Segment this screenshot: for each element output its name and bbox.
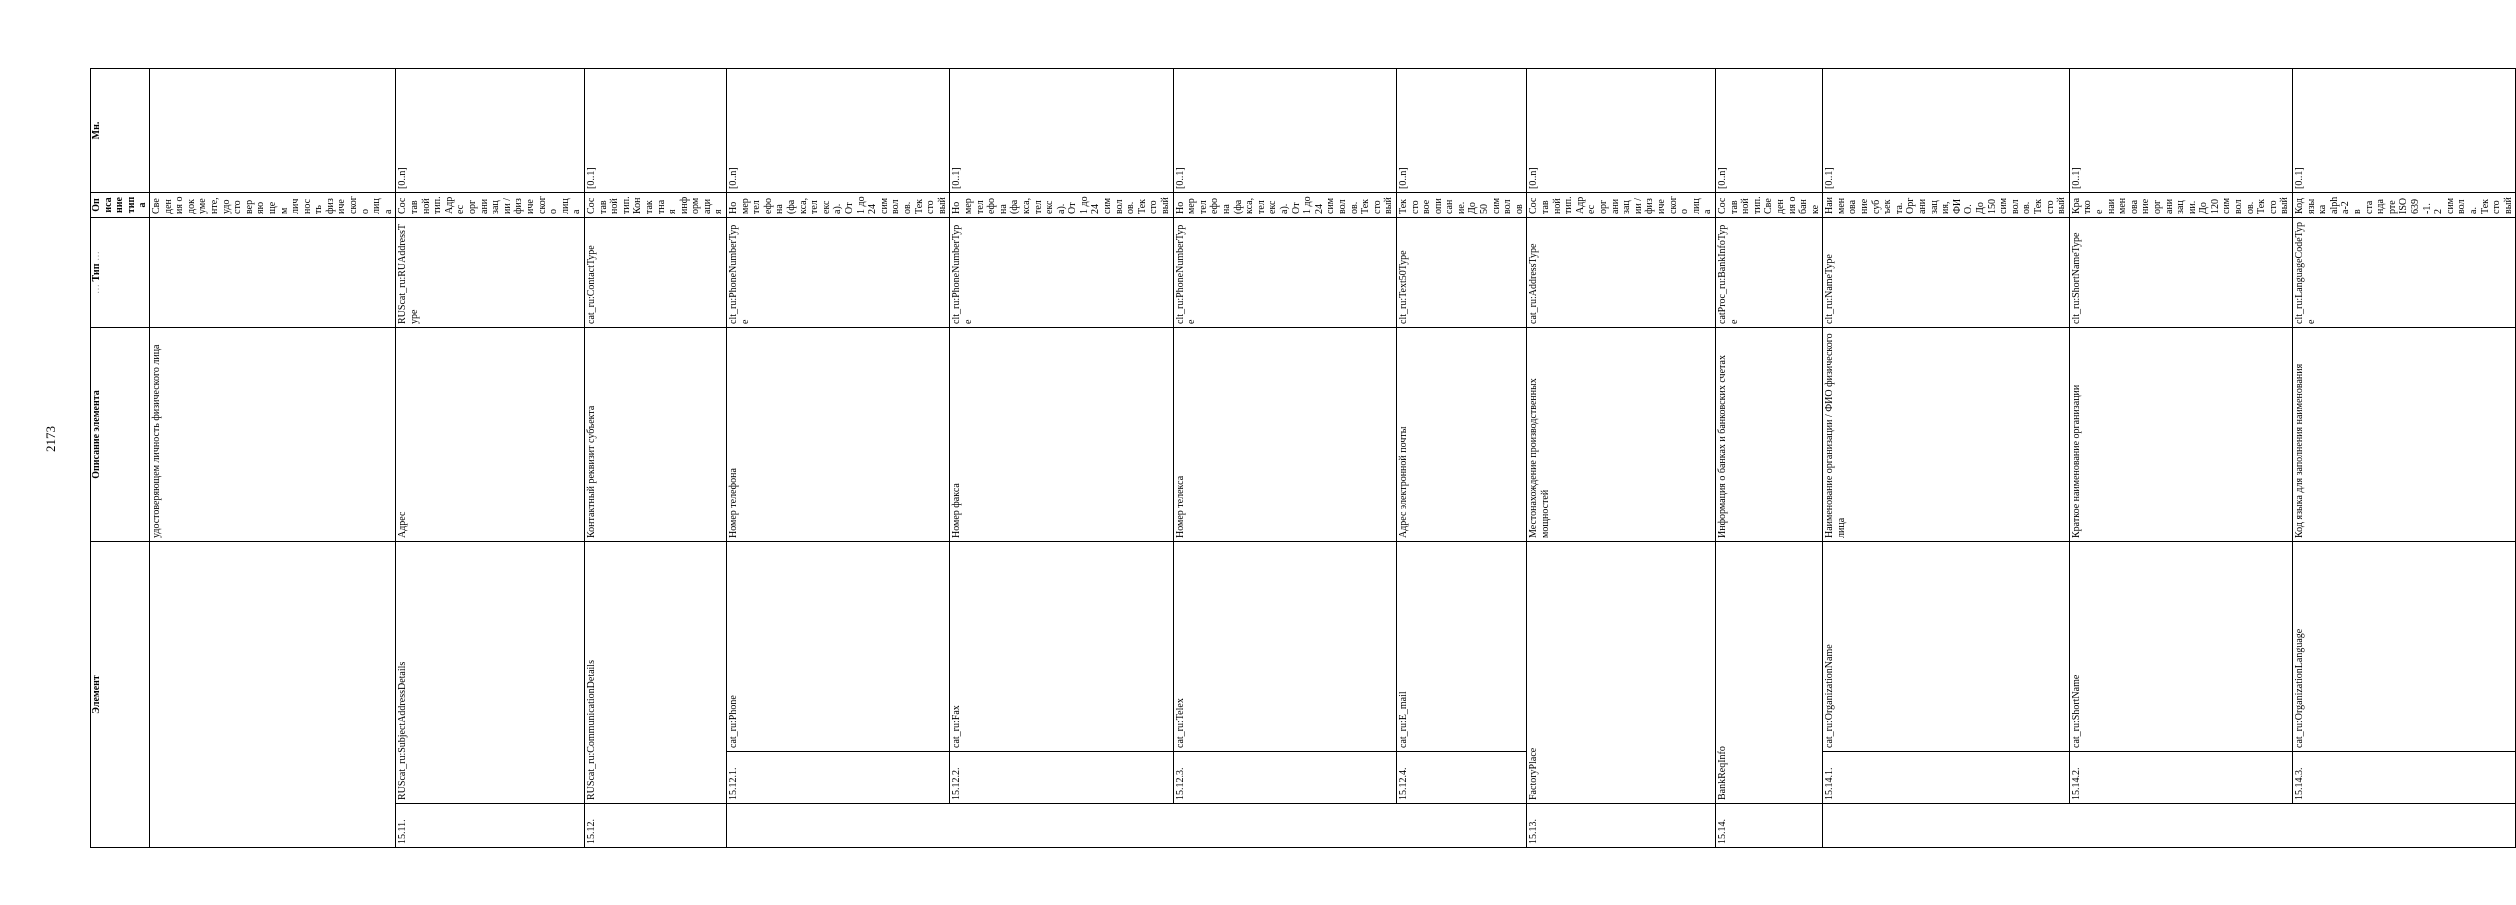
header-element-desc: Описание элемента bbox=[91, 328, 150, 542]
type-name: clt_ru:LanguageCodeType bbox=[2293, 218, 2516, 328]
rotated-table-container bbox=[90, 68, 2514, 848]
table-row bbox=[1715, 69, 1822, 848]
row-number: 15.12.1. bbox=[727, 752, 950, 804]
table-row bbox=[1527, 69, 1716, 848]
row-number: 15.14. bbox=[1715, 804, 1822, 848]
type-name: RUScat_ru:RUAddressType bbox=[396, 218, 585, 328]
multiplicity: [0..1] bbox=[1823, 69, 2069, 193]
type-description: Номер телефона (факса, телекса). От 1 до 24 символов. Текстовый bbox=[950, 193, 1173, 218]
element-description: удостоверяющем личность физического лица bbox=[149, 328, 395, 542]
header-type-label: Тип bbox=[91, 263, 102, 282]
table-row bbox=[584, 69, 726, 848]
type-name: clt_ru:Text50Type bbox=[1396, 218, 1527, 328]
row-number: 15.12.3. bbox=[1173, 752, 1396, 804]
multiplicity bbox=[149, 69, 395, 193]
header-type bbox=[91, 218, 150, 328]
row-number: 15.13. bbox=[1527, 804, 1716, 848]
element-name: cat_ru:E_mail bbox=[1396, 542, 1527, 752]
element-name: RUScat_ru:SubjectAddressDetails bbox=[396, 542, 585, 804]
element-table bbox=[90, 68, 2516, 848]
type-name: clt_ru:NameType bbox=[1823, 218, 2069, 328]
element-description: Адрес электронной почты bbox=[1396, 328, 1527, 542]
type-name: cat_ru:ContactType bbox=[584, 218, 726, 328]
element-name: cat_ru:ShortName bbox=[2069, 542, 2292, 752]
multiplicity: [0..1] bbox=[2069, 69, 2292, 193]
element-name: cat_ru:OrganizationName bbox=[1823, 542, 2069, 752]
row-number: 15.12.2. bbox=[950, 752, 1173, 804]
row-number: 15.14.2. bbox=[2069, 752, 2292, 804]
type-name: clt_ru:PhoneNumberType bbox=[950, 218, 1173, 328]
multiplicity: [0..1] bbox=[2293, 69, 2516, 193]
type-description: Составной тип. Контактная информация bbox=[584, 193, 726, 218]
type-name bbox=[149, 218, 395, 328]
element-name: FactoryPlace bbox=[1527, 542, 1716, 804]
row-number: 15.12. bbox=[584, 804, 726, 848]
table-row bbox=[1173, 69, 1396, 848]
table-row bbox=[2069, 69, 2292, 848]
header-type-desc: Описание типа bbox=[91, 193, 150, 218]
table-row bbox=[950, 69, 1173, 848]
table-row bbox=[396, 69, 585, 848]
element-name: cat_ru:Telex bbox=[1173, 542, 1396, 752]
row-number: 15.14.1. bbox=[1823, 752, 2069, 804]
type-name: cat_ru:AddressType bbox=[1527, 218, 1716, 328]
element-cell-continued bbox=[149, 542, 395, 848]
element-name: cat_ru:OrganizationLanguage bbox=[2293, 542, 2516, 752]
table-row bbox=[1396, 69, 1527, 848]
element-description: Информация о банках и банковских счетах bbox=[1715, 328, 1822, 542]
element-description: Номер факса bbox=[950, 328, 1173, 542]
multiplicity: [0..n] bbox=[396, 69, 585, 193]
type-description: Текстовое описание. До 50 символов bbox=[1396, 193, 1527, 218]
table-header-row bbox=[91, 69, 150, 848]
type-description: Составной тип. Адрес организации / физического лица bbox=[1527, 193, 1716, 218]
multiplicity: [0..1] bbox=[950, 69, 1173, 193]
type-name: clt_ru:PhoneNumberType bbox=[727, 218, 950, 328]
type-name: clt_ru:ShortNameType bbox=[2069, 218, 2292, 328]
multiplicity: [0..n] bbox=[1715, 69, 1822, 193]
element-description: Контактный реквизит субъекта bbox=[584, 328, 726, 542]
element-name: cat_ru:Phone bbox=[727, 542, 950, 752]
table-row bbox=[727, 69, 950, 848]
multiplicity: [0..n] bbox=[1527, 69, 1716, 193]
header-dim-mark-2: … bbox=[91, 251, 102, 262]
multiplicity: [0..1] bbox=[1173, 69, 1396, 193]
indent-cell bbox=[1823, 804, 2516, 848]
element-description: Код языка для заполнения наименования bbox=[2293, 328, 2516, 542]
element-description: Краткое наименование организации bbox=[2069, 328, 2292, 542]
element-name: BankReqInfo bbox=[1715, 542, 1822, 804]
type-description: Краткое наименование организации. До 120 символов. Текстовый bbox=[2069, 193, 2292, 218]
element-name: cat_ru:Fax bbox=[950, 542, 1173, 752]
type-description: Составной тип. Адрес организации / физического лица bbox=[396, 193, 585, 218]
element-description: Номер телекса bbox=[1173, 328, 1396, 542]
header-mn: Мн. bbox=[91, 69, 150, 193]
multiplicity: [0..n] bbox=[1396, 69, 1527, 193]
element-description: Местонахождение производственных мощностей bbox=[1527, 328, 1716, 542]
type-description: Номер телефона (факса, телекса). От 1 до 24 символов. Текстовый bbox=[727, 193, 950, 218]
header-dim-mark-1: … bbox=[91, 283, 102, 294]
type-description: Сведения о документе, удостоверяющем личность физического лица bbox=[149, 193, 395, 218]
table-row bbox=[149, 69, 395, 848]
type-description: Наименование субъекта. Организация, ФИО. До 150 символов. Текстовый bbox=[1823, 193, 2069, 218]
header-element bbox=[91, 542, 150, 848]
element-description: Адрес bbox=[396, 328, 585, 542]
header-element-label: Элемент bbox=[91, 675, 102, 714]
row-number: 15.12.4. bbox=[1396, 752, 1527, 804]
multiplicity: [0..1] bbox=[584, 69, 726, 193]
type-description: Номер телефона (факса, телекса). От 1 до 24 символов. Текстовый bbox=[1173, 193, 1396, 218]
type-name: catProc_ru:BankInfoType bbox=[1715, 218, 1822, 328]
element-description: Наименование организации / ФИО физического лица bbox=[1823, 328, 2069, 542]
element-description: Номер телефона bbox=[727, 328, 950, 542]
indent-cell bbox=[727, 804, 1527, 848]
element-name: RUScat_ru:CommunicationDetails bbox=[584, 542, 726, 804]
type-description: Составной тип. Сведения о банке bbox=[1715, 193, 1822, 218]
row-number: 15.11. bbox=[396, 804, 585, 848]
row-number: 15.14.3. bbox=[2293, 752, 2516, 804]
type-description: Код языка alpha-2 в стандарте ISO 639-1. 2 символа. Текстовый bbox=[2293, 193, 2516, 218]
multiplicity: [0..n] bbox=[727, 69, 950, 193]
page-number: 2173 bbox=[43, 426, 58, 452]
type-name: clt_ru:PhoneNumberType bbox=[1173, 218, 1396, 328]
table-row bbox=[1823, 69, 2069, 848]
table-row bbox=[2293, 69, 2516, 848]
